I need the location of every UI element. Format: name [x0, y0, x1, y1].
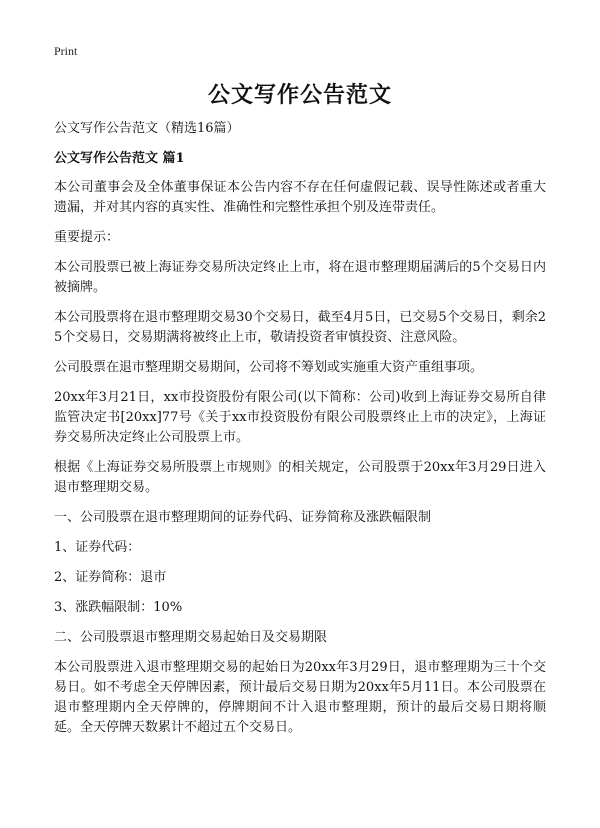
page-title: 公文写作公告范文	[207, 83, 392, 108]
paragraph-rules: 根据《上海证券交易所股票上市规则》的相关规定，公司股票于20xx年3月29日进入退市整理期交易。	[54, 460, 546, 495]
paragraph-delisting: 本公司股票已被上海证券交易所决定终止上市，将在退市整理期届满后的5个交易日内被摘牌。	[54, 260, 546, 295]
paragraph-trading-period: 本公司股票将在退市整理期交易30个交易日，截至4月5日，已交易5个交易日，剩余25个交易日，交易期满将被终止上市，敬请投资者审慎投资、注意风险。	[54, 310, 546, 345]
paragraph-stock-code: 1、证券代码：	[54, 540, 141, 555]
document-subtitle: 公文写作公告范文（精选16篇）	[54, 121, 240, 136]
paragraph-section-two: 二、公司股票退市整理期交易起始日及交易期限	[54, 630, 328, 645]
paragraph-start-date: 本公司股票进入退市整理期交易的起始日为20xx年3月29日，退市整理期为三十个交易日。如不考虑全天停牌因素，预计最后交易日期为20xx年5月11日。本公司股票在退市整理期内全天停牌的，停牌期间不计入退市整理期，预计的最后交易日期将顺延。全天停牌天数累计不超过五个交易日。	[54, 660, 546, 735]
print-link[interactable]: Print	[54, 44, 78, 58]
section-heading: 公文写作公告范文 篇1	[54, 151, 185, 166]
paragraph-section-one: 一、公司股票在退市整理期间的证券代码、证券简称及涨跌幅限制	[54, 510, 432, 525]
document-body	[54, 118, 546, 748]
paragraph-decision: 20xx年3月21日，xx市投资股份有限公司(以下简称：公司)收到上海证券交易所自律监管决定书[20xx]77号《关于xx市投资股份有限公司股票终止上市的决定》，上海证券交易所决定终止公司股票上市。	[54, 390, 546, 445]
paragraph-price-limit: 3、涨跌幅限制：10%	[54, 600, 183, 615]
paragraph-disclaimer: 本公司董事会及全体董事保证本公告内容不存在任何虚假记载、误导性陈述或者重大遗漏，并对其内容的真实性、准确性和完整性承担个别及连带责任。	[54, 180, 546, 215]
paragraph-stock-name: 2、证券简称：退市	[54, 570, 167, 585]
paragraph-no-restructuring: 公司股票在退市整理期交易期间，公司将不筹划或实施重大资产重组事项。	[54, 360, 484, 375]
paragraph-important-notice: 重要提示：	[54, 230, 120, 245]
